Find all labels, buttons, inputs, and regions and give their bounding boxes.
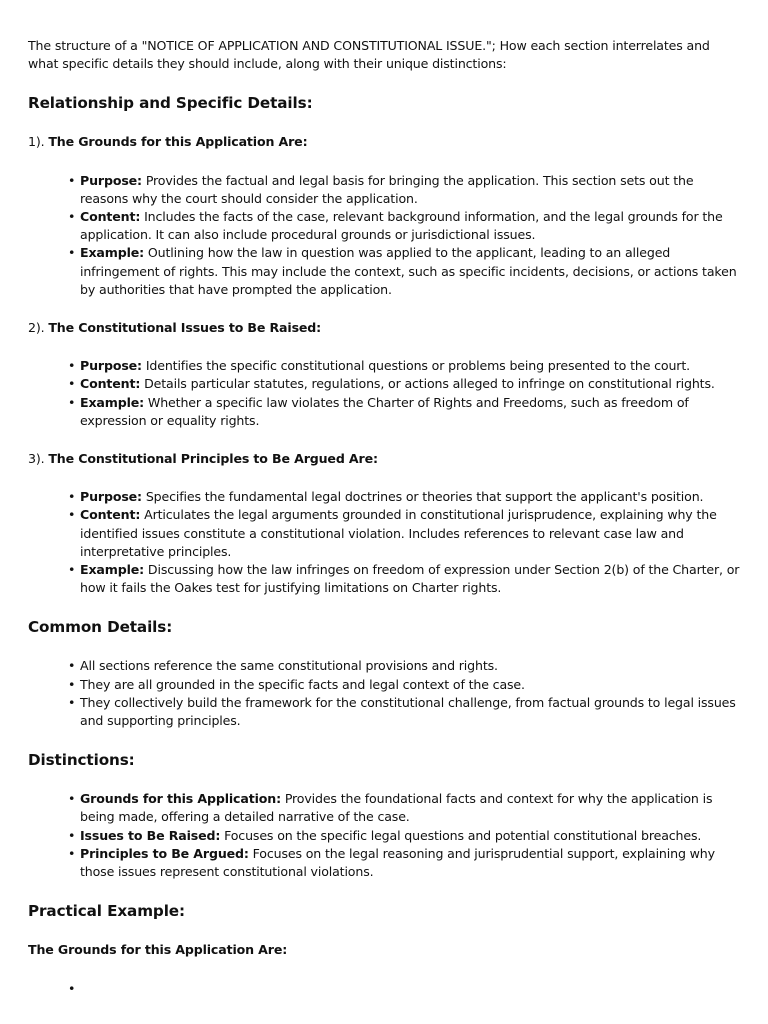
section-2-number: 2).	[28, 320, 45, 336]
item-text: Provides the factual and legal basis for bringing the application. This section sets out the reasons why the court should consider the application.	[80, 172, 694, 206]
list-item	[80, 561, 740, 597]
list-item: • They collectively build the framework for the constitutional challenge, from factual grounds to legal issues and supporting principles.	[80, 694, 740, 730]
item-label: Principles to Be Argued:	[80, 845, 249, 861]
practical-list	[28, 980, 740, 998]
item-text: Whether a specific law violates the Charter of Rights and Freedoms, such as freedom of expression or equality rights.	[80, 394, 689, 428]
item-label: Content:	[80, 209, 141, 225]
item-text: Focuses on the specific legal questions and potential constitutional breaches.	[224, 827, 702, 843]
list-item	[80, 208, 740, 244]
item-label: Example:	[80, 394, 145, 410]
item-label: Grounds for this Application:	[80, 791, 281, 807]
item-text: Outlining how the law in question was applied to the applicant, leading to an alleged infringement of rights. This may include the context, such as specific incidents, decisions, or actions taken by authorities that have prompted the application.	[80, 245, 737, 297]
section-1-number: 1).	[28, 134, 45, 150]
item-label: Issues to Be Raised:	[80, 827, 221, 843]
intro-paragraph: The structure of a "NOTICE OF APPLICATION AND CONSTITUTIONAL ISSUE."; How each section interrelates and what specific details they should include, along with their unique distinctions:	[28, 38, 710, 72]
list-item	[80, 506, 740, 561]
list-item	[80, 394, 740, 430]
item-label: Content:	[80, 376, 141, 392]
list-item	[80, 172, 740, 208]
list-item: • They are all grounded in the specific facts and legal context of the case.	[80, 676, 740, 694]
section-1-list	[28, 172, 740, 299]
section-3-title	[28, 450, 740, 468]
item-text: Articulates the legal arguments grounded in constitutional jurisprudence, explaining why the identified issues constitute a constitutional violation. Includes references to relevant case law and interpretative principles.	[80, 507, 717, 559]
practical-grounds-heading: The Grounds for this Application Are:	[28, 942, 288, 958]
section-2-list	[28, 357, 740, 430]
item-label: Content:	[80, 507, 141, 523]
item-text: Identifies the specific constitutional questions or problems being presented to the court.	[145, 358, 690, 374]
practical-example-heading: Practical Example:	[28, 902, 185, 921]
list-item	[80, 827, 740, 845]
common-details-heading: Common Details:	[28, 618, 173, 637]
relationship-heading: Relationship and Specific Details:	[28, 94, 313, 113]
section-3-heading: The Constitutional Principles to Be Argued Are:	[48, 451, 378, 467]
item-text: Focuses on the legal reasoning and jurisprudential support, explaining why those issues represent constitutional violations.	[80, 845, 715, 880]
item-label: Purpose:	[80, 172, 142, 188]
section-1-title	[28, 133, 740, 151]
section-1-heading: The Grounds for this Application Are:	[48, 134, 308, 150]
item-label: Purpose:	[80, 489, 142, 505]
item-label: Example:	[80, 562, 145, 578]
list-item	[80, 244, 740, 299]
list-item	[80, 488, 740, 506]
section-3-list	[28, 488, 740, 597]
list-item	[80, 980, 740, 998]
list-item	[80, 845, 740, 881]
item-text: Provides the foundational facts and context for why the application is being made, offering a detailed narrative of the case.	[80, 791, 713, 825]
section-2-heading: The Constitutional Issues to Be Raised:	[48, 320, 322, 336]
item-text: Details particular statutes, regulations, or actions alleged to infringe on constitutional rights.	[144, 376, 715, 392]
item-text: Includes the facts of the case, relevant background information, and the legal grounds for the application. It can also include procedural grounds or jurisdictional issues.	[80, 209, 723, 243]
distinctions-heading: Distinctions:	[28, 751, 135, 770]
item-label: Purpose:	[80, 358, 142, 374]
list-item	[80, 375, 740, 393]
item-text: Discussing how the law infringes on freedom of expression under Section 2(b) of the Charter, or how it fails the Oakes test for justifying limitations on Charter rights.	[80, 562, 740, 596]
item-text: Specifies the fundamental legal doctrines or theories that support the applicant's position.	[145, 489, 704, 505]
section-2-title	[28, 319, 740, 337]
distinctions-list	[28, 790, 740, 881]
section-3-number: 3).	[28, 451, 45, 467]
item-label: Example:	[80, 245, 145, 261]
list-item	[80, 790, 740, 826]
list-item: • All sections reference the same constitutional provisions and rights.	[80, 657, 740, 675]
common-details-list	[28, 657, 740, 730]
list-item	[80, 357, 740, 375]
